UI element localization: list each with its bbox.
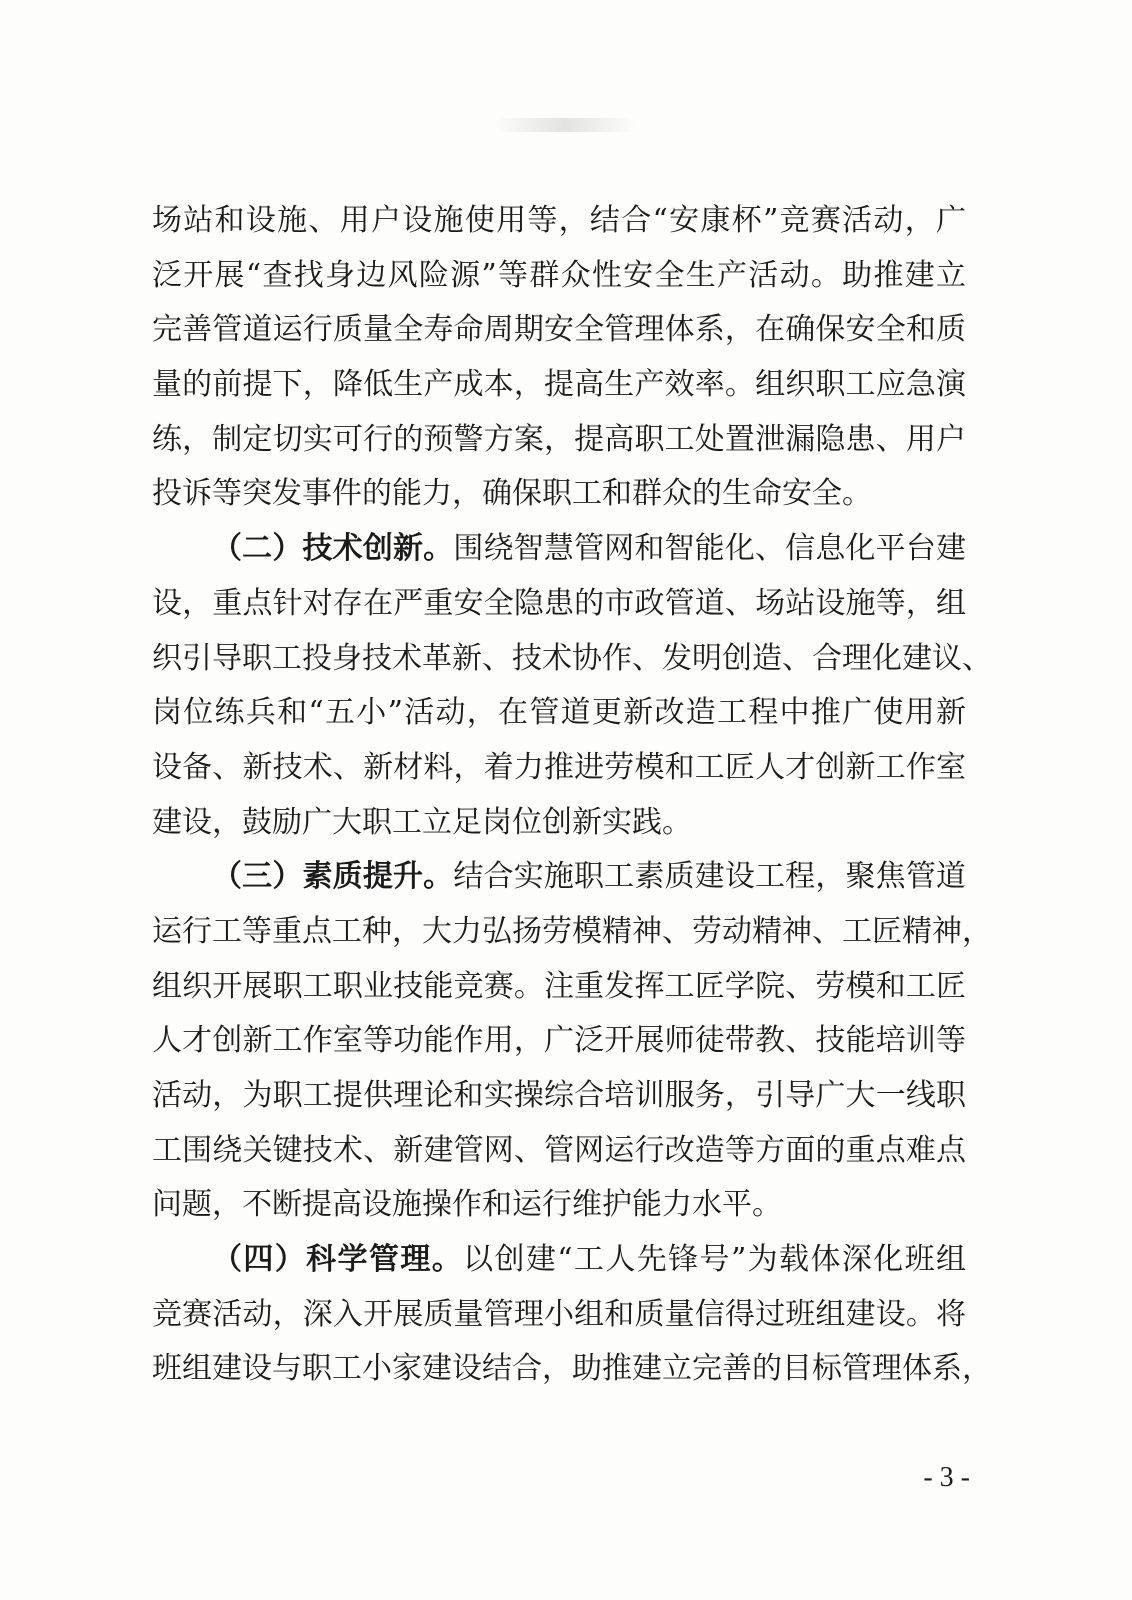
text-line: 建设，鼓励广大职工立足岗位创新实践。 bbox=[152, 804, 692, 840]
text-line: 量的前提下，降低生产成本，提高生产效率。组织职工应急演 bbox=[152, 367, 966, 403]
text-run: 围绕智慧管网和智能化、信息化平台建 bbox=[453, 531, 967, 567]
text-line: 设备、新技术、新材料，着力推进劳模和工匠人才创新工作室 bbox=[152, 749, 966, 785]
text-line: 织引导职工投身技术革新、技术协作、发明创造、合理化建议、 bbox=[152, 640, 992, 676]
text-line: 运行工等重点工种，大力弘扬劳模精神、劳动精神、工匠精神， bbox=[152, 913, 992, 949]
paragraph-first-line bbox=[152, 1233, 966, 1288]
body-text bbox=[152, 194, 992, 1397]
section-heading-technical-innovation: （二）技术创新。 bbox=[212, 531, 454, 567]
section-heading-quality-improvement: （三）素质提升。 bbox=[212, 859, 454, 895]
page-number: - 3 - bbox=[923, 1462, 970, 1493]
text-run: 以创建“工人先锋号”为载体深化班组 bbox=[463, 1242, 966, 1278]
text-line: 班组建设与职工小家建设结合，助推建立完善的目标管理体系， bbox=[152, 1351, 992, 1387]
text-line: 泛开展“查找身边风险源”等群众性安全生产活动。助推建立 bbox=[152, 257, 966, 293]
text-line: 完善管道运行质量全寿命周期安全管理体系，在确保安全和质 bbox=[152, 312, 966, 348]
scan-artifact bbox=[495, 118, 635, 132]
text-line: 设，重点针对存在严重安全隐患的市政管道、场站设施等，组 bbox=[152, 585, 966, 621]
text-line: 工围绕关键技术、新建管网、管网运行改造等方面的重点难点 bbox=[152, 1132, 966, 1168]
text-line: 投诉等突发事件的能力，确保职工和群众的生命安全。 bbox=[152, 476, 872, 512]
text-line: 练，制定切实可行的预警方案，提高职工处置泄漏隐患、用户 bbox=[152, 421, 966, 457]
text-line: 场站和设施、用户设施使用等，结合“安康杯”竞赛活动，广 bbox=[152, 203, 966, 238]
text-line: 人才创新工作室等功能作用，广泛开展师徒带教、技能培训等 bbox=[152, 1023, 966, 1059]
paragraph-first-line bbox=[152, 850, 966, 905]
paragraph-first-line bbox=[152, 522, 966, 577]
section-heading-scientific-management: （四）科学管理。 bbox=[212, 1242, 464, 1278]
text-line: 组织开展职工职业技能竞赛。注重发挥工匠学院、劳模和工匠 bbox=[152, 968, 966, 1004]
text-line: 问题，不断提高设施操作和运行维护能力水平。 bbox=[152, 1187, 782, 1223]
text-line: 活动，为职工提供理论和实操综合培训服务，引导广大一线职 bbox=[152, 1078, 966, 1113]
text-line: 竞赛活动，深入开展质量管理小组和质量信得过班组建设。将 bbox=[152, 1296, 966, 1332]
text-line: 岗位练兵和“五小”活动，在管道更新改造工程中推广使用新 bbox=[152, 695, 966, 731]
text-run: 结合实施职工素质建设工程，聚焦管道 bbox=[453, 859, 967, 895]
